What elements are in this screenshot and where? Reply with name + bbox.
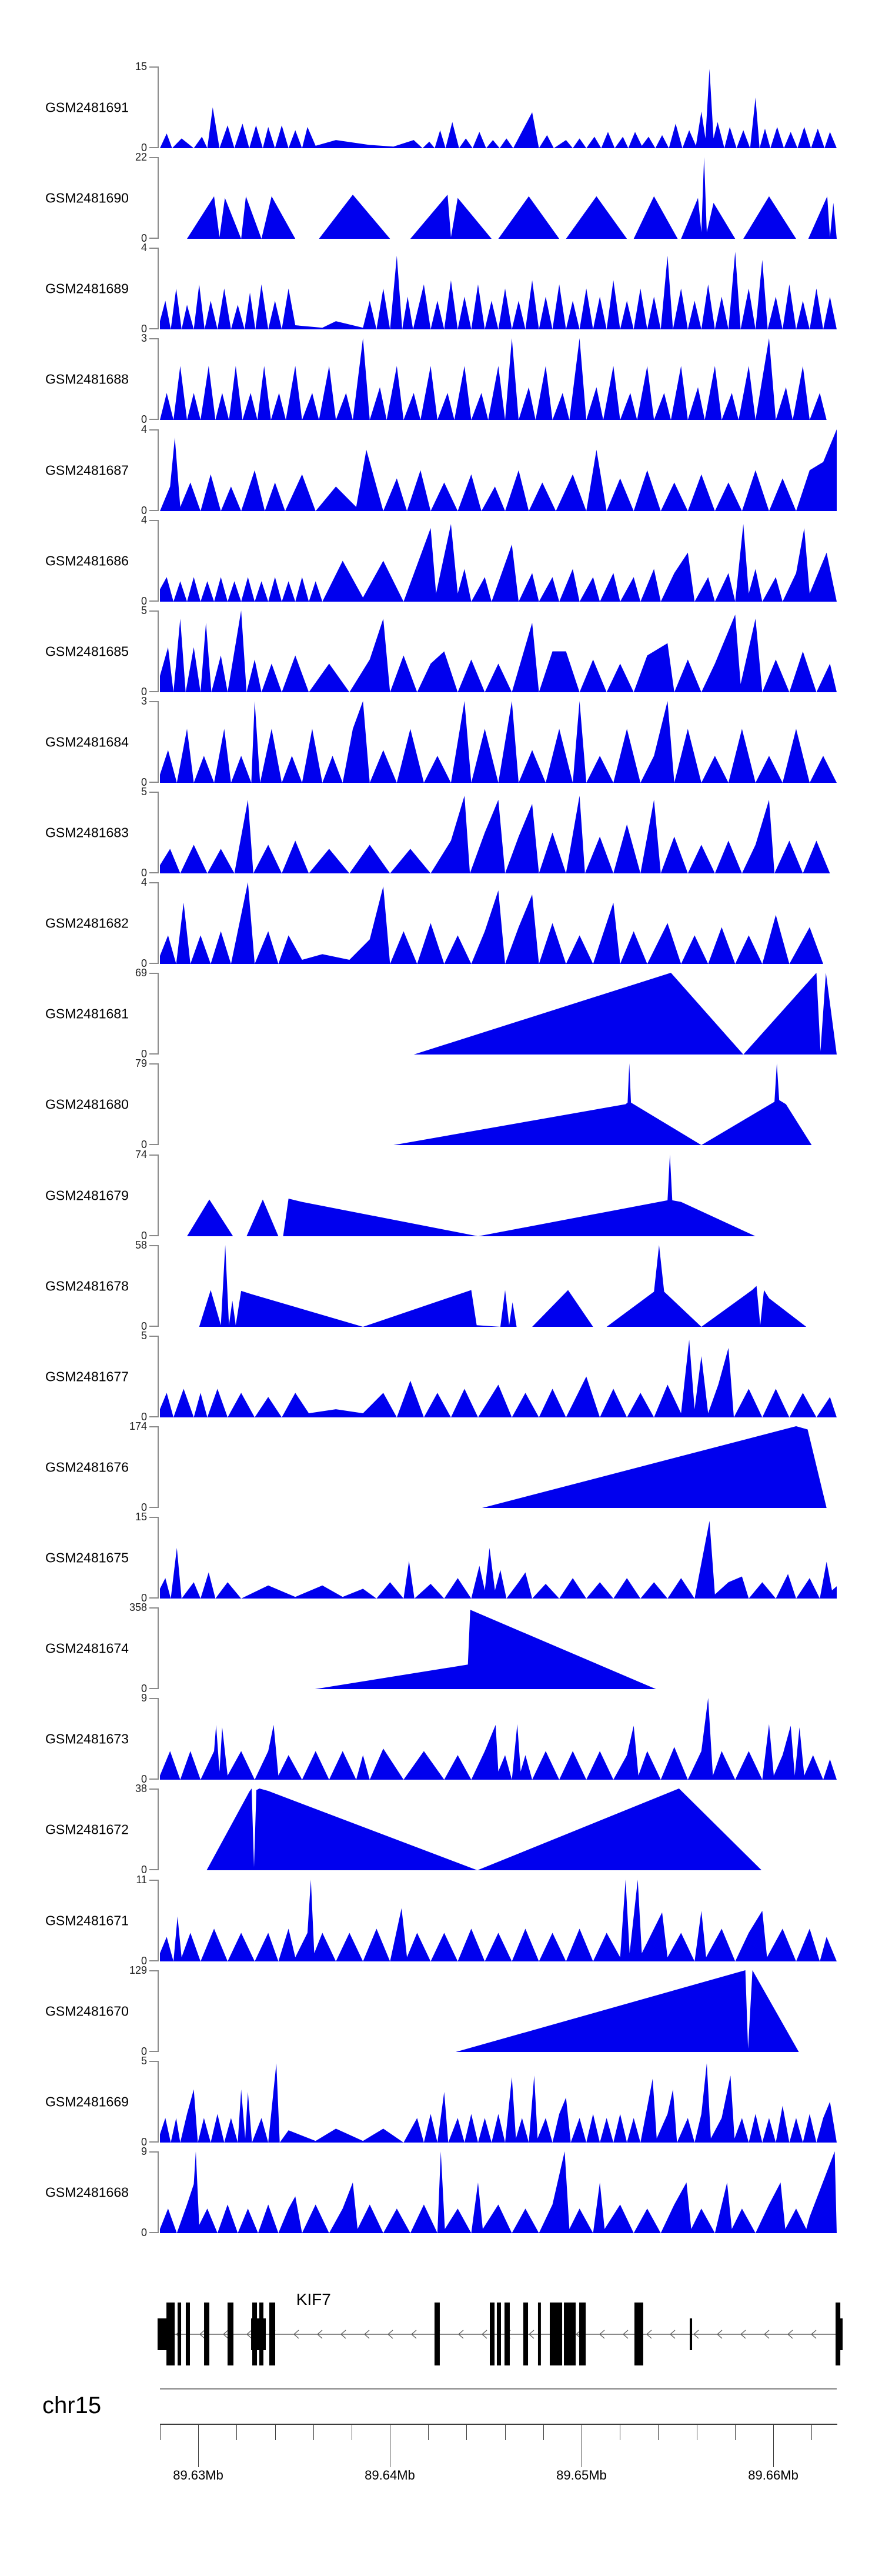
track-label: GSM2481675 xyxy=(45,1550,129,1565)
y-axis-max-label: 22 xyxy=(135,151,147,163)
signal-polygon xyxy=(160,610,837,692)
track-label: GSM2481683 xyxy=(45,825,129,840)
y-axis-tick xyxy=(149,147,158,148)
y-axis-max-label: 129 xyxy=(129,1964,147,1976)
track-row xyxy=(0,1964,882,2057)
track-row xyxy=(0,2055,882,2148)
axis-minor-tick xyxy=(428,2425,429,2440)
y-axis-tick xyxy=(149,610,158,612)
gene-exon xyxy=(505,2303,510,2365)
y-axis-line xyxy=(158,610,159,692)
gene-exon-utr xyxy=(840,2318,843,2350)
axis-tick-label: 89.63Mb xyxy=(173,2468,223,2482)
track-label: GSM2481686 xyxy=(45,553,129,568)
axis-tick-label: 89.64Mb xyxy=(365,2468,415,2482)
track-label: GSM2481690 xyxy=(45,190,129,205)
y-axis-tick xyxy=(149,1326,158,1327)
y-axis-line xyxy=(158,1970,159,2052)
y-axis-line xyxy=(158,882,159,964)
gene-name-label: KIF7 xyxy=(296,2290,331,2308)
y-axis-tick xyxy=(149,1053,158,1055)
signal-polygon xyxy=(187,157,837,239)
gene-exon xyxy=(269,2303,275,2365)
y-axis-tick xyxy=(149,1517,158,1518)
axis-tick-label: 89.65Mb xyxy=(556,2468,607,2482)
signal-polygon xyxy=(160,1698,837,1780)
track-label: GSM2481677 xyxy=(45,1369,129,1384)
gene-exon xyxy=(259,2303,263,2365)
y-axis-line xyxy=(158,1426,159,1508)
y-axis-zero-label: 0 xyxy=(141,1683,147,1694)
y-axis-tick xyxy=(149,1970,158,1971)
gene-exon xyxy=(252,2303,257,2365)
gene-exon xyxy=(634,2303,643,2365)
gene-exon xyxy=(186,2303,190,2365)
y-axis-max-label: 5 xyxy=(141,2055,147,2067)
track-label: GSM2481684 xyxy=(45,734,129,749)
track-row xyxy=(0,1330,882,1423)
y-axis-max-label: 5 xyxy=(141,605,147,616)
track-row xyxy=(0,1239,882,1332)
track-label: GSM2481685 xyxy=(45,643,129,659)
y-axis-tick xyxy=(149,1869,158,1870)
gene-exon xyxy=(550,2303,562,2365)
signal-polygon xyxy=(199,1245,806,1327)
signal-polygon xyxy=(414,973,837,1055)
signal-polygon xyxy=(160,338,837,420)
y-axis-max-label: 38 xyxy=(135,1783,147,1794)
y-axis-max-label: 9 xyxy=(141,1692,147,1704)
y-axis-zero-label: 0 xyxy=(141,1139,147,1150)
y-axis-line xyxy=(158,338,159,420)
track-label: GSM2481679 xyxy=(45,1187,129,1203)
y-axis-zero-label: 0 xyxy=(141,1864,147,1876)
y-axis-tick xyxy=(149,1144,158,1145)
y-axis-zero-label: 0 xyxy=(141,232,147,244)
signal-polygon xyxy=(393,1063,811,1145)
y-axis-line xyxy=(158,248,159,329)
y-axis-zero-label: 0 xyxy=(141,2136,147,2148)
track-row xyxy=(0,2145,882,2238)
signal-polygon xyxy=(160,882,837,964)
gene-exon xyxy=(579,2303,586,2365)
y-axis-zero-label: 0 xyxy=(141,1773,147,1785)
track-label: GSM2481691 xyxy=(45,99,129,115)
y-axis-zero-label: 0 xyxy=(141,1048,147,1060)
y-axis-max-label: 15 xyxy=(135,61,147,72)
track-label: GSM2481688 xyxy=(45,371,129,386)
y-axis-tick xyxy=(149,2061,158,2062)
y-axis-tick xyxy=(149,1426,158,1427)
coverage-signal xyxy=(160,1880,837,1961)
track-row xyxy=(0,514,882,607)
y-axis-max-label: 4 xyxy=(141,242,147,253)
axis-tick-label: 89.66Mb xyxy=(748,2468,799,2482)
coverage-signal xyxy=(160,792,837,873)
y-axis-zero-label: 0 xyxy=(141,1320,147,1332)
track-row xyxy=(0,1057,882,1150)
y-axis-max-label: 58 xyxy=(135,1239,147,1251)
y-axis-tick xyxy=(149,1154,158,1156)
y-axis-tick xyxy=(149,1960,158,1961)
track-label: GSM2481669 xyxy=(45,2094,129,2109)
y-axis-tick xyxy=(149,1597,158,1599)
y-axis-max-label: 3 xyxy=(141,695,147,707)
gene-model-track xyxy=(160,2293,845,2372)
y-axis-line xyxy=(158,2151,159,2233)
y-axis-tick xyxy=(149,1698,158,1699)
y-axis-max-label: 3 xyxy=(141,332,147,344)
coverage-signal xyxy=(160,1426,837,1508)
coverage-signal xyxy=(160,882,837,964)
y-axis-tick xyxy=(149,1607,158,1609)
signal-polygon xyxy=(315,1610,656,1689)
signal-polygon xyxy=(160,524,837,602)
signal-polygon xyxy=(160,1340,837,1417)
y-axis-tick xyxy=(149,2141,158,2143)
track-row xyxy=(0,242,882,335)
chromosome-label: chr15 xyxy=(42,2393,102,2418)
track-row xyxy=(0,151,882,244)
y-axis-line xyxy=(158,66,159,148)
track-row xyxy=(0,605,882,698)
coverage-signal xyxy=(160,610,837,692)
y-axis-max-label: 5 xyxy=(141,1330,147,1342)
track-label: GSM2481670 xyxy=(45,2003,129,2018)
y-axis-tick xyxy=(149,1416,158,1417)
track-row xyxy=(0,967,882,1060)
gene-exon xyxy=(204,2303,209,2365)
coverage-signal xyxy=(160,1970,837,2052)
y-axis-zero-label: 0 xyxy=(141,686,147,698)
signal-polygon xyxy=(160,2151,837,2233)
axis-major-tick xyxy=(198,2425,199,2467)
y-axis-tick xyxy=(149,1778,158,1780)
axis-minor-tick xyxy=(466,2425,467,2440)
y-axis-max-label: 15 xyxy=(135,1511,147,1523)
y-axis-tick xyxy=(149,1880,158,1881)
track-row xyxy=(0,695,882,788)
y-axis-tick xyxy=(149,963,158,964)
y-axis-tick xyxy=(149,1688,158,1689)
track-label: GSM2481676 xyxy=(45,1459,129,1474)
track-row xyxy=(0,61,882,154)
y-axis-zero-label: 0 xyxy=(141,1955,147,1967)
signal-polygon xyxy=(160,796,837,873)
y-axis-max-label: 74 xyxy=(135,1149,147,1160)
axis-minor-tick xyxy=(275,2425,276,2440)
y-axis-tick xyxy=(149,1245,158,1246)
axis-major-tick xyxy=(773,2425,774,2467)
signal-polygon xyxy=(160,2063,837,2143)
coverage-signal xyxy=(160,973,837,1055)
coverage-signal xyxy=(160,1517,837,1599)
y-axis-zero-label: 0 xyxy=(141,957,147,969)
y-axis-tick xyxy=(149,872,158,873)
y-axis-line xyxy=(158,520,159,602)
coverage-signal xyxy=(160,1788,837,1870)
axis-minor-tick xyxy=(735,2425,736,2440)
y-axis-line xyxy=(158,1336,159,1417)
y-axis-line xyxy=(158,792,159,873)
gene-exon xyxy=(836,2303,840,2365)
y-axis-line xyxy=(158,429,159,511)
y-axis-zero-label: 0 xyxy=(141,1592,147,1604)
track-row xyxy=(0,876,882,969)
track-row xyxy=(0,1420,882,1513)
y-axis-tick xyxy=(149,782,158,783)
y-axis-tick xyxy=(149,1063,158,1065)
y-axis-max-label: 174 xyxy=(129,1420,147,1432)
track-row xyxy=(0,786,882,879)
y-axis-tick xyxy=(149,600,158,602)
y-axis-tick xyxy=(149,2232,158,2233)
y-axis-tick xyxy=(149,973,158,974)
y-axis-tick xyxy=(149,2151,158,2153)
y-axis-tick xyxy=(149,510,158,511)
y-axis-tick xyxy=(149,882,158,883)
y-axis-line xyxy=(158,2061,159,2143)
gene-exon xyxy=(564,2303,576,2365)
y-axis-tick xyxy=(149,248,158,249)
y-axis-zero-label: 0 xyxy=(141,776,147,788)
genome-axis-baseline xyxy=(160,2424,837,2425)
track-label: GSM2481687 xyxy=(45,462,129,478)
y-axis-line xyxy=(158,1607,159,1689)
y-axis-tick xyxy=(149,520,158,521)
gene-exon-utr xyxy=(158,2318,167,2350)
y-axis-zero-label: 0 xyxy=(141,142,147,154)
y-axis-line xyxy=(158,157,159,239)
signal-polygon xyxy=(160,429,837,511)
signal-polygon xyxy=(160,1880,837,1961)
coverage-signal xyxy=(160,66,837,148)
y-axis-max-label: 4 xyxy=(141,423,147,435)
y-axis-line xyxy=(158,1063,159,1145)
y-axis-tick xyxy=(149,701,158,702)
track-label: GSM2481680 xyxy=(45,1096,129,1112)
y-axis-max-label: 9 xyxy=(141,2145,147,2157)
y-axis-tick xyxy=(149,429,158,431)
axis-minor-tick xyxy=(811,2425,812,2440)
gene-exon xyxy=(228,2303,233,2365)
gene-exon xyxy=(490,2303,495,2365)
y-axis-max-label: 69 xyxy=(135,967,147,979)
track-label: GSM2481668 xyxy=(45,2184,129,2200)
y-axis-line xyxy=(158,1154,159,1236)
signal-polygon xyxy=(160,701,837,783)
signal-polygon xyxy=(456,1970,799,2052)
y-axis-line xyxy=(158,1880,159,1961)
y-axis-tick xyxy=(149,792,158,793)
track-row xyxy=(0,1511,882,1604)
coverage-signal xyxy=(160,1245,837,1327)
axis-minor-tick xyxy=(313,2425,314,2440)
y-axis-zero-label: 0 xyxy=(141,505,147,516)
track-row xyxy=(0,1783,882,1876)
y-axis-line xyxy=(158,973,159,1055)
y-axis-zero-label: 0 xyxy=(141,1501,147,1513)
coverage-signal xyxy=(160,338,837,420)
y-axis-tick xyxy=(149,2051,158,2052)
y-axis-zero-label: 0 xyxy=(141,1230,147,1242)
gene-exon xyxy=(178,2303,181,2365)
y-axis-tick xyxy=(149,328,158,329)
y-axis-line xyxy=(158,1698,159,1780)
signal-polygon xyxy=(482,1426,827,1508)
y-axis-zero-label: 0 xyxy=(141,323,147,335)
signal-polygon xyxy=(160,69,837,148)
axis-minor-tick xyxy=(160,2425,161,2440)
coverage-signal xyxy=(160,1336,837,1417)
y-axis-line xyxy=(158,701,159,783)
y-axis-zero-label: 0 xyxy=(141,2227,147,2238)
coverage-signal xyxy=(160,2061,837,2143)
track-row xyxy=(0,1874,882,1967)
signal-polygon xyxy=(160,252,837,329)
track-label: GSM2481671 xyxy=(45,1913,129,1928)
y-axis-max-label: 79 xyxy=(135,1057,147,1069)
track-row xyxy=(0,332,882,425)
coverage-signal xyxy=(160,429,837,511)
gene-exon xyxy=(538,2303,541,2365)
y-axis-line xyxy=(158,1245,159,1327)
y-axis-tick xyxy=(149,157,158,158)
track-label: GSM2481689 xyxy=(45,281,129,296)
signal-polygon xyxy=(160,1521,837,1599)
y-axis-tick xyxy=(149,238,158,239)
y-axis-line xyxy=(158,1788,159,1870)
signal-polygon xyxy=(206,1788,761,1870)
y-axis-tick xyxy=(149,691,158,692)
y-axis-zero-label: 0 xyxy=(141,867,147,879)
y-axis-zero-label: 0 xyxy=(141,413,147,425)
track-row xyxy=(0,1149,882,1242)
coverage-signal xyxy=(160,1154,837,1236)
gene-exon xyxy=(497,2303,501,2365)
coverage-signal xyxy=(160,520,837,602)
track-row xyxy=(0,1692,882,1785)
y-axis-tick xyxy=(149,338,158,339)
track-label: GSM2481681 xyxy=(45,1006,129,1021)
track-label: GSM2481682 xyxy=(45,915,129,930)
y-axis-tick xyxy=(149,1788,158,1790)
y-axis-max-label: 4 xyxy=(141,514,147,526)
coverage-signal xyxy=(160,2151,837,2233)
coverage-signal xyxy=(160,1063,837,1145)
track-label: GSM2481672 xyxy=(45,1821,129,1837)
track-row xyxy=(0,423,882,516)
track-row xyxy=(0,1601,882,1694)
axis-minor-tick xyxy=(543,2425,544,2440)
y-axis-tick xyxy=(149,1336,158,1337)
y-axis-max-label: 4 xyxy=(141,876,147,888)
y-axis-zero-label: 0 xyxy=(141,1411,147,1423)
y-axis-tick xyxy=(149,1235,158,1236)
y-axis-max-label: 11 xyxy=(136,1874,147,1886)
axis-minor-tick xyxy=(505,2425,506,2440)
axis-minor-tick xyxy=(236,2425,237,2440)
y-axis-line xyxy=(158,1517,159,1599)
gene-exon xyxy=(435,2303,440,2365)
coverage-signal xyxy=(160,248,837,329)
y-axis-max-label: 358 xyxy=(129,1601,147,1613)
y-axis-zero-label: 0 xyxy=(141,595,147,607)
coverage-signal xyxy=(160,1607,837,1689)
signal-polygon xyxy=(187,1154,756,1236)
coverage-signal xyxy=(160,1698,837,1780)
y-axis-zero-label: 0 xyxy=(141,2046,147,2057)
track-label: GSM2481673 xyxy=(45,1731,129,1746)
chromosome-gray-line xyxy=(160,2388,837,2390)
axis-minor-tick xyxy=(658,2425,659,2440)
y-axis-tick xyxy=(149,419,158,420)
coverage-signal xyxy=(160,157,837,239)
y-axis-max-label: 5 xyxy=(141,786,147,798)
coverage-signal xyxy=(160,701,837,783)
track-label: GSM2481674 xyxy=(45,1640,129,1656)
gene-exon xyxy=(166,2303,175,2365)
gene-exon-utr xyxy=(690,2318,692,2350)
y-axis-tick xyxy=(149,66,158,68)
gene-exon xyxy=(523,2303,528,2365)
track-label: GSM2481678 xyxy=(45,1278,129,1293)
y-axis-tick xyxy=(149,1507,158,1508)
